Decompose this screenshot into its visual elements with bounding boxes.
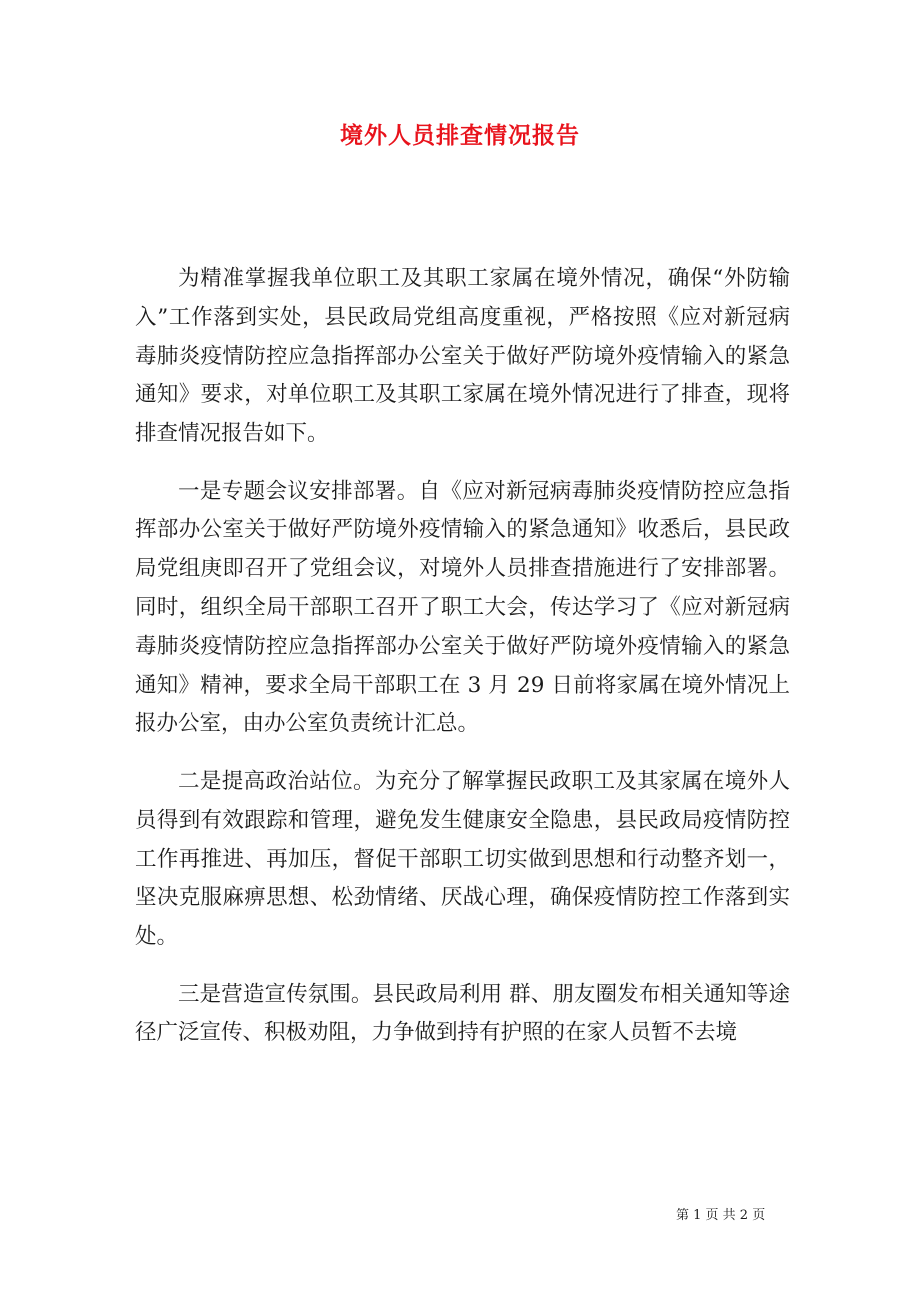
page-number-footer: 第 1 页 共 2 页: [676, 1208, 766, 1223]
document-title: 境外人员排查情况报告: [340, 122, 580, 149]
paragraph-intro: 为精准掌握我单位职工及其职工家属在境外情况，确保“外防输入”工作落到实处，县民政局党组高度重视，严格按照《应对新冠病毒肺炎疫情防控应急指挥部办公室关于做好严防境外疫情输入的紧急通知》要求，对单位职工及其职工家属在境外情况进行了排查，现将排查情况报告如下。: [135, 266, 790, 447]
paragraph-political-stance: 二是提高政治站位。为充分了解掌握民政职工及其家属在境外人员得到有效跟踪和管理，避免发生健康安全隐患，县民政局疫情防控工作再推进、再加压，督促干部职工切实做到思想和行动整齐划一，坚决克服麻痹思想、松劲情绪、厌战心理，确保疫情防控工作落到实处。: [135, 768, 790, 950]
paragraph-publicity: 三是营造宣传氛围。县民政局利用 群、朋友圈发布相关通知等途径广泛宣传、积极劝阻，力争做到持有护照的在家人员暂不去境: [135, 981, 790, 1046]
paragraph-meeting-deployment: 一是专题会议安排部署。自《应对新冠病毒肺炎疫情防控应急指挥部办公室关于做好严防境外疫情输入的紧急通知》收悉后，县民政局党组庚即召开了党组会议，对境外人员排查措施进行了安排部署。同时，组织全局干部职工召开了职工大会，传达学习了《应对新冠病毒肺炎疫情防控应急指挥部办公室关于做好严防境外疫情输入的紧急通知》精神，要求全局干部职工在 3 月 29 日前将家属在境外情况上报办公室，由办公室负责统计汇总。: [135, 478, 790, 737]
document-body: [135, 260, 790, 1072]
